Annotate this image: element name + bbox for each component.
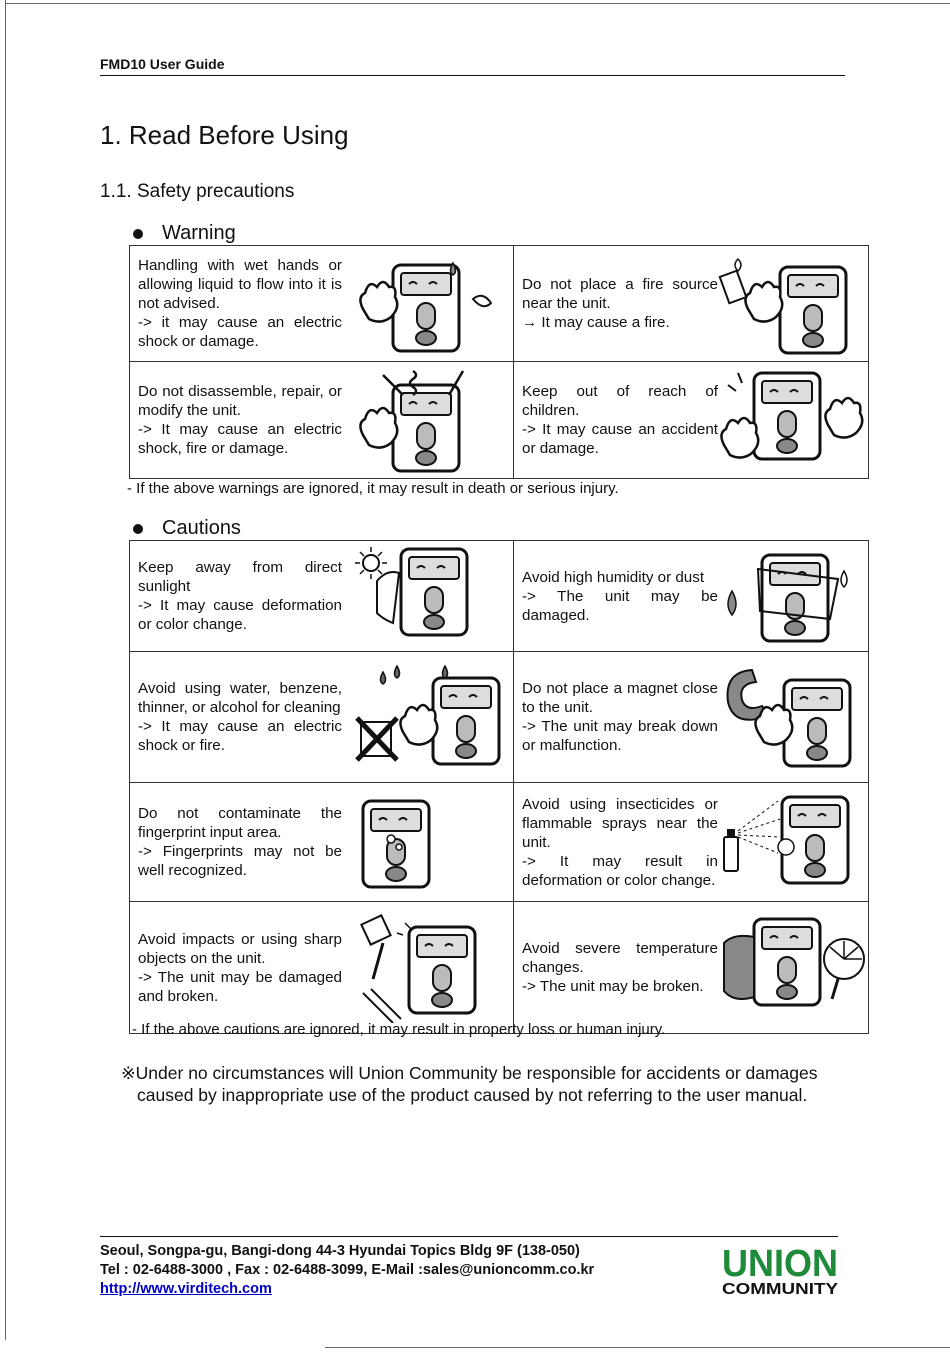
precaution-cell (514, 246, 869, 362)
precaution-illustration (342, 787, 513, 897)
precaution-line: Keep out of reach of children. (522, 383, 718, 419)
precaution-line: -> The unit may be broken. (522, 978, 704, 995)
precaution-line: -> It may cause an electric shock, fire or damage. (138, 421, 342, 457)
precaution-line: -> It may cause deformation or color change. (138, 597, 342, 633)
warning-heading-label: Warning (162, 222, 236, 244)
precaution-illustration (718, 787, 868, 897)
precaution-illustration (342, 913, 513, 1023)
spray-icon (718, 787, 868, 897)
footer-website-link[interactable]: http://www.virditech.com (100, 1281, 272, 1297)
footer-address: Seoul, Songpa-gu, Bangi-dong 44-3 Hyundai Topics Bldg 9F (138-050) (100, 1243, 580, 1259)
precaution-illustration (718, 541, 868, 651)
magnet-icon (718, 662, 868, 772)
disclaimer (121, 1062, 861, 1106)
wet-hands-icon (353, 249, 503, 359)
precaution-text (138, 930, 342, 1006)
precaution-text (522, 275, 718, 332)
precaution-line: Avoid using water, benzene, thinner, or alcohol for cleaning (138, 680, 342, 716)
logo-union-text: UNION (722, 1243, 838, 1285)
disassemble-icon (353, 365, 503, 475)
precaution-line: → It may cause a fire. (522, 314, 670, 331)
logo-community-text: COMMUNITY (722, 1281, 839, 1298)
precaution-line: Do not contaminate the fingerprint input area. (138, 805, 342, 841)
precaution-item (130, 913, 513, 1023)
header-rule (100, 75, 845, 76)
precaution-row (130, 783, 869, 902)
precaution-text (138, 558, 342, 634)
precaution-item (130, 541, 513, 651)
precaution-item (130, 249, 513, 359)
disclaimer-line-1: ※Under no circumstances will Union Community be responsible for accidents or damages (121, 1063, 818, 1083)
precaution-text (522, 568, 718, 625)
precaution-row (130, 652, 869, 783)
precaution-line: Handling with wet hands or allowing liquid to flow into it is not advised. (138, 257, 342, 312)
precaution-illustration (718, 365, 868, 475)
precaution-item (514, 662, 868, 772)
precaution-line: -> it may cause an electric shock or damage. (138, 314, 342, 350)
precaution-cell (130, 652, 514, 783)
warning-table (129, 245, 869, 479)
precaution-item (514, 365, 868, 475)
precaution-illustration (342, 365, 513, 475)
humidity-icon (718, 541, 868, 651)
bullet-icon (133, 524, 143, 534)
precaution-cell (514, 652, 869, 783)
subsection-title: 1.1. Safety precautions (100, 181, 295, 202)
warning-heading (133, 222, 236, 245)
footer (100, 1242, 594, 1299)
precaution-item (514, 541, 868, 651)
precaution-row (130, 246, 869, 362)
cautions-table (129, 540, 869, 1034)
footer-rule (100, 1236, 838, 1237)
precaution-illustration (718, 913, 868, 1023)
precaution-line: Avoid severe temperature changes. (522, 940, 718, 976)
page-frame-top (5, 3, 950, 4)
precaution-row (130, 541, 869, 652)
precaution-line: Avoid high humidity or dust (522, 568, 705, 586)
precaution-text (522, 679, 718, 755)
temperature-icon (718, 913, 868, 1023)
precaution-illustration (342, 662, 513, 772)
precaution-illustration (718, 249, 868, 359)
precaution-text (522, 939, 718, 996)
fire-source-icon (718, 249, 868, 359)
precaution-item (514, 787, 868, 897)
precaution-cell (130, 783, 514, 902)
precaution-row (130, 902, 869, 1034)
precaution-line: Keep away from direct sunlight (138, 559, 342, 595)
precaution-text (138, 804, 342, 880)
precaution-line: Do not place a fire source near the unit. (522, 276, 718, 312)
precaution-line: Avoid impacts or using sharp objects on the unit. (138, 930, 342, 967)
precaution-item (514, 249, 868, 359)
cleaning-icon (353, 662, 503, 772)
cautions-note: - If the above cautions are ignored, it may result in property loss or human injury. (132, 1021, 666, 1038)
precaution-cell (514, 541, 869, 652)
disclaimer-line-2: caused by inappropriate use of the product caused by not referring to the user manual. (137, 1085, 808, 1105)
precaution-line: Do not disassemble, repair, or modify the unit. (138, 383, 342, 419)
sunlight-icon (353, 541, 503, 651)
precaution-illustration (342, 541, 513, 651)
bullet-icon (133, 229, 143, 239)
precaution-item (514, 913, 868, 1023)
precaution-line: Do not place a magnet close to the unit. (522, 680, 718, 716)
precaution-line: -> The unit may break down or malfunction. (522, 718, 718, 754)
precaution-cell (514, 902, 869, 1034)
precaution-text (138, 382, 342, 458)
footer-contact: Tel : 02-6488-3000 , Fax : 02-6488-3099, E-Mail :sales@unioncomm.co.kr (100, 1262, 595, 1278)
union-community-logo (720, 1242, 840, 1298)
precaution-cell (130, 541, 514, 652)
precaution-text (138, 256, 342, 351)
precaution-line: -> Fingerprints may not be well recognized. (138, 843, 342, 879)
impact-icon (353, 913, 503, 1023)
precaution-text (522, 795, 718, 890)
contaminate-icon (353, 787, 503, 897)
precaution-item (130, 365, 513, 475)
section-title: 1. Read Before Using (100, 120, 349, 150)
precaution-illustration (342, 249, 513, 359)
page-frame-bottom (325, 1347, 950, 1348)
precaution-line: -> It may cause an electric shock or fire. (138, 718, 342, 754)
header-title: FMD10 User Guide (100, 56, 225, 72)
precaution-text (138, 679, 342, 755)
precaution-cell (130, 246, 514, 362)
children-icon (718, 365, 868, 475)
precaution-text (522, 382, 718, 458)
precaution-row (130, 362, 869, 479)
precaution-line: -> The unit may be damaged. (522, 587, 718, 624)
precaution-illustration (718, 662, 868, 772)
warning-note: - If the above warnings are ignored, it may result in death or serious injury. (127, 480, 619, 497)
precaution-item (130, 662, 513, 772)
cautions-heading-label: Cautions (162, 517, 241, 539)
precaution-line: -> The unit may be damaged and broken. (138, 968, 342, 1005)
precaution-cell (514, 783, 869, 902)
precaution-item (130, 787, 513, 897)
precaution-cell (130, 362, 514, 479)
cautions-heading (133, 517, 241, 540)
page-frame-left (5, 0, 6, 1340)
precaution-line: -> It may result in deformation or color change. (522, 852, 718, 889)
precaution-line: Avoid using insecticides or flammable sprays near the unit. (522, 795, 718, 851)
precaution-cell (130, 902, 514, 1034)
precaution-line: -> It may cause an accident or damage. (522, 421, 718, 457)
precaution-cell (514, 362, 869, 479)
